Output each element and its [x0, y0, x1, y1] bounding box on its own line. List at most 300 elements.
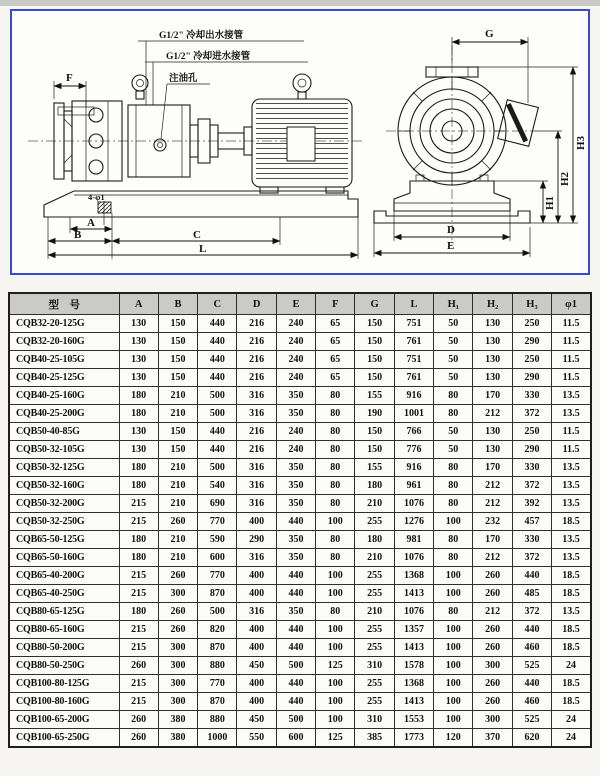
dimension-cell: 440	[276, 639, 315, 657]
dimension-cell: 210	[355, 549, 394, 567]
column-header: C	[198, 293, 237, 315]
dimension-cell: 210	[158, 477, 197, 495]
dimension-cell: 316	[237, 387, 276, 405]
dimension-cell: 150	[355, 315, 394, 333]
dimension-cell: 100	[434, 711, 473, 729]
dimension-cell: 80	[434, 405, 473, 423]
dimension-cell: 350	[276, 495, 315, 513]
dimension-cell: 260	[119, 729, 158, 748]
table-row	[9, 621, 591, 639]
dimension-cell: 400	[237, 513, 276, 531]
dimension-cell: 1413	[394, 639, 433, 657]
dimension-cell: 300	[473, 711, 512, 729]
dimension-cell: 240	[276, 369, 315, 387]
dimension-cell: 400	[237, 621, 276, 639]
dimension-cell: 215	[119, 567, 158, 585]
dimension-cell: 820	[198, 621, 237, 639]
dimension-cell: 870	[198, 639, 237, 657]
dimension-cell: 870	[198, 693, 237, 711]
dimension-cell: 500	[198, 459, 237, 477]
dimension-cell: 350	[276, 405, 315, 423]
column-header: G	[355, 293, 394, 315]
model-cell: CQB65-50-160G	[9, 549, 119, 567]
dimension-cell: 18.5	[552, 585, 591, 603]
dimension-cell: 170	[473, 459, 512, 477]
dimension-cell: 316	[237, 495, 276, 513]
dimension-cell: 150	[355, 369, 394, 387]
dimension-cell: 250	[512, 351, 551, 369]
dimension-cell: 1076	[394, 549, 433, 567]
dimension-cell: 150	[158, 351, 197, 369]
table-row	[9, 477, 591, 495]
dimension-cell: 525	[512, 657, 551, 675]
dimension-cell: 260	[473, 639, 512, 657]
dimension-cell: 11.5	[552, 351, 591, 369]
table-row	[9, 549, 591, 567]
dimension-cell: 210	[355, 603, 394, 621]
dimension-cell: 215	[119, 621, 158, 639]
dimension-cell: 155	[355, 387, 394, 405]
dimension-cell: 100	[434, 585, 473, 603]
dimension-cell: 350	[276, 459, 315, 477]
dimension-cell: 1000	[198, 729, 237, 748]
column-header: L	[394, 293, 433, 315]
dimension-cell: 400	[237, 639, 276, 657]
model-cell: CQB50-40-85G	[9, 423, 119, 441]
dimension-cell: 216	[237, 351, 276, 369]
dimension-cell: 80	[316, 531, 355, 549]
dimension-cell: 232	[473, 513, 512, 531]
dimension-cell: 80	[434, 549, 473, 567]
dimension-cell: 80	[434, 495, 473, 513]
dimension-cell: 316	[237, 459, 276, 477]
dimension-cell: 216	[237, 333, 276, 351]
dimension-cell: 400	[237, 675, 276, 693]
dimension-cell: 310	[355, 711, 394, 729]
dimension-cell: 440	[276, 693, 315, 711]
table-row	[9, 423, 591, 441]
dimension-cell: 1076	[394, 603, 433, 621]
model-cell: CQB40-25-200G	[9, 405, 119, 423]
dimension-cell: 100	[316, 513, 355, 531]
dimension-cell: 260	[158, 603, 197, 621]
dimension-cell: 981	[394, 531, 433, 549]
dimension-cell: 761	[394, 369, 433, 387]
dimension-cell: 130	[473, 351, 512, 369]
dimension-cell: 300	[158, 585, 197, 603]
dimension-cell: 500	[276, 657, 315, 675]
dimension-cell: 212	[473, 405, 512, 423]
dimension-cell: 1357	[394, 621, 433, 639]
model-cell: CQB80-65-125G	[9, 603, 119, 621]
model-cell: CQB50-32-200G	[9, 495, 119, 513]
scan-artifact-strip	[0, 0, 600, 6]
dimension-cell: 80	[316, 495, 355, 513]
dimension-cell: 620	[512, 729, 551, 748]
dimension-cell: 24	[552, 729, 591, 748]
dimension-cell: 13.5	[552, 459, 591, 477]
dim-label-c: C	[193, 229, 201, 241]
column-header: H₃	[512, 293, 551, 315]
dimension-cell: 350	[276, 477, 315, 495]
dimension-cell: 372	[512, 477, 551, 495]
column-header: F	[316, 293, 355, 315]
dimension-cell: 80	[316, 387, 355, 405]
dimension-cell: 130	[119, 441, 158, 459]
table-row	[9, 531, 591, 549]
dimension-cell: 80	[316, 423, 355, 441]
dimension-cell: 13.5	[552, 405, 591, 423]
dimension-cell: 100	[434, 675, 473, 693]
dimension-cell: 1413	[394, 693, 433, 711]
dimension-cell: 130	[119, 315, 158, 333]
dimension-cell: 590	[198, 531, 237, 549]
dimension-cell: 300	[473, 657, 512, 675]
dimension-cell: 13.5	[552, 495, 591, 513]
dimension-cell: 210	[158, 549, 197, 567]
dimension-cell: 11.5	[552, 333, 591, 351]
dimension-cell: 880	[198, 711, 237, 729]
dimension-cell: 440	[512, 675, 551, 693]
column-header: H₁	[434, 293, 473, 315]
dimension-cell: 880	[198, 657, 237, 675]
dimension-cell: 150	[158, 441, 197, 459]
dimension-cell: 460	[512, 693, 551, 711]
dimension-cell: 180	[355, 477, 394, 495]
dimension-cell: 440	[276, 675, 315, 693]
callout-oil-hole: 注油孔	[169, 74, 198, 84]
dimension-cell: 240	[276, 423, 315, 441]
dimension-cell: 130	[119, 369, 158, 387]
dimension-cell: 1001	[394, 405, 433, 423]
dimension-cell: 440	[276, 513, 315, 531]
table-row	[9, 513, 591, 531]
dimension-cell: 50	[434, 333, 473, 351]
dimension-cell: 150	[355, 351, 394, 369]
dimension-cell: 65	[316, 333, 355, 351]
table-row	[9, 567, 591, 585]
dimension-cell: 80	[316, 459, 355, 477]
dimension-cell: 80	[316, 549, 355, 567]
dimension-cell: 212	[473, 495, 512, 513]
dimension-cell: 100	[434, 567, 473, 585]
dimension-cell: 766	[394, 423, 433, 441]
dimension-cell: 485	[512, 585, 551, 603]
dimension-cell: 440	[512, 621, 551, 639]
dimension-cell: 260	[158, 621, 197, 639]
column-header: D	[237, 293, 276, 315]
model-cell: CQB50-32-125G	[9, 459, 119, 477]
dimension-cell: 440	[276, 585, 315, 603]
dimension-cell: 255	[355, 567, 394, 585]
dimension-cell: 776	[394, 441, 433, 459]
dimension-cell: 125	[316, 729, 355, 748]
dimension-cell: 1076	[394, 495, 433, 513]
dimension-cell: 150	[158, 423, 197, 441]
dimension-cell: 24	[552, 657, 591, 675]
table-row	[9, 603, 591, 621]
dimension-cell: 260	[473, 567, 512, 585]
dimension-cell: 440	[198, 315, 237, 333]
dimension-cell: 100	[434, 513, 473, 531]
dimension-cell: 212	[473, 603, 512, 621]
dimension-cell: 150	[158, 369, 197, 387]
dimension-cell: 18.5	[552, 621, 591, 639]
dimension-cell: 212	[473, 477, 512, 495]
dimension-cell: 100	[316, 639, 355, 657]
dimension-cell: 18.5	[552, 639, 591, 657]
dimension-cell: 255	[355, 693, 394, 711]
dimension-cell: 210	[158, 405, 197, 423]
dimension-cell: 215	[119, 513, 158, 531]
dimension-cell: 65	[316, 315, 355, 333]
dim-label-g: G	[485, 28, 494, 40]
lifting-eye-icon	[132, 75, 148, 91]
dimension-cell: 290	[237, 531, 276, 549]
dimension-cell: 100	[316, 693, 355, 711]
dimension-cell: 210	[355, 495, 394, 513]
table-row	[9, 729, 591, 748]
model-cell: CQB50-32-105G	[9, 441, 119, 459]
technical-drawing-panel	[10, 9, 590, 275]
dimension-cell: 255	[355, 585, 394, 603]
dimension-cell: 316	[237, 549, 276, 567]
column-header: φ1	[552, 293, 591, 315]
dimension-cell: 260	[473, 585, 512, 603]
dimension-cell: 330	[512, 531, 551, 549]
dimension-cell: 50	[434, 351, 473, 369]
dimension-cell: 215	[119, 495, 158, 513]
table-row	[9, 585, 591, 603]
dim-label-h3: H3	[575, 135, 587, 151]
dimension-cell: 180	[119, 603, 158, 621]
dimension-cell: 150	[158, 333, 197, 351]
model-cell: CQB50-32-160G	[9, 477, 119, 495]
dimension-table	[8, 292, 592, 748]
dimension-cell: 100	[316, 675, 355, 693]
dimension-cell: 65	[316, 369, 355, 387]
dimension-cell: 80	[316, 405, 355, 423]
model-cell: CQB100-80-160G	[9, 693, 119, 711]
dimension-cell: 961	[394, 477, 433, 495]
dimension-cell: 150	[355, 441, 394, 459]
dimension-cell: 1413	[394, 585, 433, 603]
dimension-cell: 216	[237, 423, 276, 441]
dimension-cell: 457	[512, 513, 551, 531]
dimension-cell: 440	[198, 369, 237, 387]
model-cell: CQB32-20-125G	[9, 315, 119, 333]
dimension-cell: 130	[473, 333, 512, 351]
model-cell: CQB50-32-250G	[9, 513, 119, 531]
dimension-cell: 525	[512, 711, 551, 729]
dimension-cell: 50	[434, 369, 473, 387]
dimension-cell: 125	[316, 657, 355, 675]
motor-lifting-eye-icon	[293, 74, 311, 92]
dimension-cell: 770	[198, 513, 237, 531]
dimension-cell: 130	[119, 351, 158, 369]
dimension-cell: 130	[119, 333, 158, 351]
callout-cooling-inlet: G1/2" 冷却进水接管	[166, 52, 251, 62]
dimension-cell: 13.5	[552, 387, 591, 405]
dimension-cell: 690	[198, 495, 237, 513]
dimension-cell: 260	[473, 675, 512, 693]
column-header: 型 号	[9, 293, 119, 315]
dimension-cell: 100	[316, 621, 355, 639]
dimension-cell: 80	[434, 387, 473, 405]
dimension-cell: 751	[394, 351, 433, 369]
dimension-cell: 100	[316, 567, 355, 585]
dimension-cell: 80	[434, 531, 473, 549]
dimension-cell: 180	[119, 549, 158, 567]
dimension-cell: 50	[434, 423, 473, 441]
dimension-cell: 260	[119, 711, 158, 729]
dimension-cell: 330	[512, 387, 551, 405]
dimension-cell: 300	[158, 639, 197, 657]
dimension-cell: 500	[198, 387, 237, 405]
dimension-cell: 210	[158, 459, 197, 477]
table-row	[9, 657, 591, 675]
dimension-cell: 260	[473, 621, 512, 639]
model-cell: CQB40-25-160G	[9, 387, 119, 405]
dimension-cell: 240	[276, 315, 315, 333]
dimension-cell: 440	[512, 567, 551, 585]
dimension-cell: 240	[276, 351, 315, 369]
dimension-cell: 440	[198, 333, 237, 351]
dim-label-b: B	[74, 229, 82, 241]
dimension-cell: 215	[119, 585, 158, 603]
dimension-cell: 50	[434, 441, 473, 459]
dimension-cell: 350	[276, 531, 315, 549]
dimension-cell: 130	[473, 315, 512, 333]
callout-anchor-holes: 4-φ1	[88, 192, 105, 202]
dim-label-d: D	[447, 224, 455, 236]
dim-label-h2: H2	[559, 171, 571, 187]
dimension-cell: 460	[512, 639, 551, 657]
dimension-cell: 100	[434, 693, 473, 711]
dimension-cell: 120	[434, 729, 473, 748]
dimension-cell: 150	[355, 423, 394, 441]
dimension-cell: 260	[158, 513, 197, 531]
dimension-cell: 440	[198, 351, 237, 369]
dimension-cell: 170	[473, 531, 512, 549]
dimension-cell: 11.5	[552, 369, 591, 387]
dimension-cell: 870	[198, 585, 237, 603]
dimension-cell: 216	[237, 369, 276, 387]
model-cell: CQB32-20-160G	[9, 333, 119, 351]
dimension-cell: 24	[552, 711, 591, 729]
dimension-cell: 385	[355, 729, 394, 748]
model-cell: CQB40-25-125G	[9, 369, 119, 387]
dimension-cell: 130	[473, 369, 512, 387]
dim-label-h1: H1	[544, 195, 556, 211]
dimension-cell: 11.5	[552, 441, 591, 459]
dimension-cell: 212	[473, 549, 512, 567]
dimension-cell: 440	[198, 441, 237, 459]
dimension-cell: 290	[512, 333, 551, 351]
dimension-cell: 80	[316, 477, 355, 495]
dimension-cell: 392	[512, 495, 551, 513]
dimension-cell: 240	[276, 333, 315, 351]
dimension-cell: 13.5	[552, 603, 591, 621]
dimension-cell: 216	[237, 315, 276, 333]
table-header-row	[9, 293, 591, 315]
callout-cooling-outlet: G1/2" 冷却出水接管	[159, 31, 244, 41]
dimension-cell: 770	[198, 567, 237, 585]
dimension-cell: 540	[198, 477, 237, 495]
dimension-cell: 130	[473, 441, 512, 459]
dimension-cell: 11.5	[552, 423, 591, 441]
dimension-cell: 255	[355, 639, 394, 657]
dimension-cell: 155	[355, 459, 394, 477]
table-row	[9, 351, 591, 369]
dimension-cell: 330	[512, 459, 551, 477]
dimension-cell: 18.5	[552, 675, 591, 693]
dimension-cell: 400	[237, 567, 276, 585]
dimension-cell: 18.5	[552, 567, 591, 585]
dimension-cell: 100	[434, 657, 473, 675]
dimension-cell: 255	[355, 621, 394, 639]
dimension-cell: 130	[473, 423, 512, 441]
dimension-cell: 916	[394, 459, 433, 477]
pump-dimension-drawing	[12, 11, 588, 273]
dimension-cell: 215	[119, 693, 158, 711]
dimension-cell: 11.5	[552, 315, 591, 333]
model-cell: CQB65-50-125G	[9, 531, 119, 549]
dimension-cell: 65	[316, 351, 355, 369]
dimension-cell: 180	[119, 459, 158, 477]
dimension-cell: 255	[355, 675, 394, 693]
dimension-cell: 440	[198, 423, 237, 441]
dimension-cell: 350	[276, 603, 315, 621]
dimension-cell: 290	[512, 441, 551, 459]
dimension-cell: 18.5	[552, 693, 591, 711]
dimension-cell: 600	[198, 549, 237, 567]
dimension-cell: 80	[434, 459, 473, 477]
dimension-cell: 440	[276, 621, 315, 639]
support-bracket	[498, 100, 539, 147]
dimension-cell: 400	[237, 585, 276, 603]
dimension-cell: 1578	[394, 657, 433, 675]
dimension-cell: 1773	[394, 729, 433, 748]
dimension-cell: 400	[237, 693, 276, 711]
table-row	[9, 315, 591, 333]
dimension-cell: 500	[198, 603, 237, 621]
dimension-cell: 215	[119, 639, 158, 657]
dimension-cell: 150	[158, 315, 197, 333]
model-cell: CQB100-80-125G	[9, 675, 119, 693]
model-cell: CQB100-65-250G	[9, 729, 119, 748]
dimension-cell: 372	[512, 405, 551, 423]
dimension-cell: 255	[355, 513, 394, 531]
dimension-cell: 500	[276, 711, 315, 729]
table-row	[9, 405, 591, 423]
dimension-cell: 500	[198, 405, 237, 423]
dimension-cell: 80	[434, 603, 473, 621]
model-cell: CQB80-50-250G	[9, 657, 119, 675]
table-row	[9, 693, 591, 711]
column-header: A	[119, 293, 158, 315]
dimension-cell: 380	[158, 729, 197, 748]
dim-label-l: L	[199, 243, 207, 255]
dimension-cell: 180	[119, 387, 158, 405]
pump-front-view	[374, 28, 587, 257]
dimension-cell: 300	[158, 693, 197, 711]
dimension-cell: 372	[512, 549, 551, 567]
dimension-cell: 316	[237, 603, 276, 621]
dimension-cell: 13.5	[552, 549, 591, 567]
dimension-cell: 170	[473, 387, 512, 405]
dimension-cell: 350	[276, 387, 315, 405]
